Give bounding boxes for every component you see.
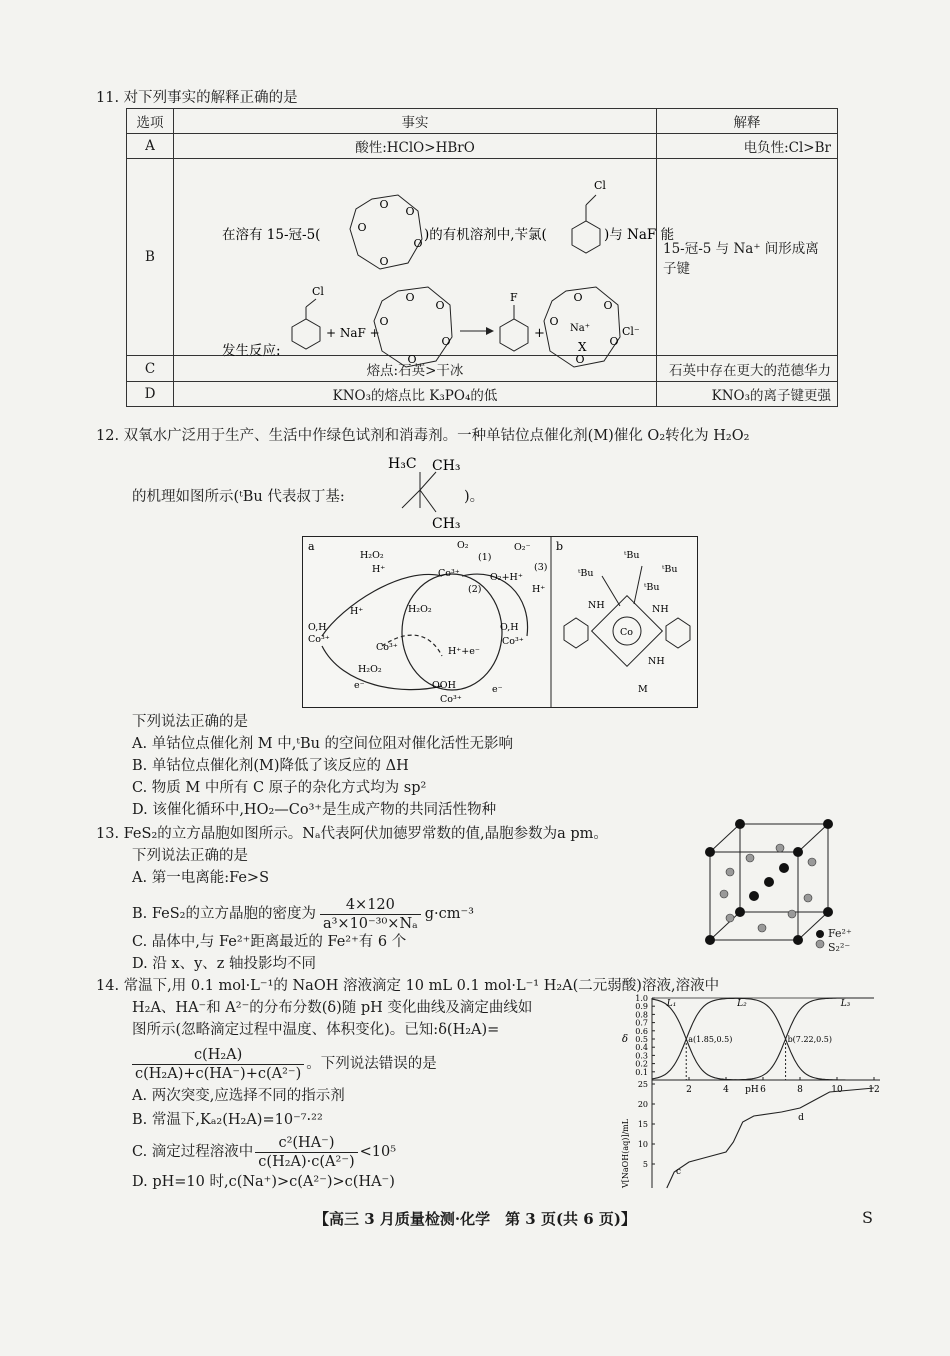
corner-mark: S bbox=[862, 1208, 873, 1227]
header-fact: 事实 bbox=[174, 109, 657, 134]
row-b-fact-text4: 发生反应: bbox=[222, 343, 281, 359]
q12-mechanism-figure bbox=[302, 536, 698, 708]
row-c-explanation: 石英中存在更大的范德华力 bbox=[657, 356, 838, 382]
svg-text:ᵗBu: ᵗBu bbox=[662, 564, 678, 575]
svg-text:(2): (2) bbox=[468, 584, 482, 595]
q14-option-d: D. pH=10 时,c(Na⁺)>c(A²⁻)>c(HA⁻) bbox=[132, 1174, 395, 1190]
q13-stem: 13. FeS₂的立方晶胞如图所示。Nₐ代表阿伏加德罗常数的值,晶胞参数为a pm。 bbox=[96, 826, 608, 842]
row-b-option: B bbox=[127, 159, 174, 356]
svg-text:O: O bbox=[379, 198, 389, 211]
titration-curve bbox=[667, 1088, 874, 1188]
series-label-L1: L₁ bbox=[666, 999, 677, 1010]
svg-text:H⁺: H⁺ bbox=[350, 606, 364, 617]
titration-point-d: d bbox=[798, 1113, 804, 1123]
q14-definition: $\frac{\text{c(H₂A)}}{\text{c(H₂A)+c(HA⁻)+c(A²⁻)}}$ 。下列说法错误的是 bbox=[132, 1042, 437, 1086]
x-tick-label: 12 bbox=[868, 1085, 880, 1095]
legend-s2: S₂²⁻ bbox=[828, 941, 851, 954]
svg-text:ᵗBu: ᵗBu bbox=[578, 568, 594, 579]
row-d-fact: KNO₃的熔点比 K₃PO₄的低 bbox=[174, 382, 657, 407]
svg-text:Cl: Cl bbox=[594, 179, 606, 192]
x-axis-label: pH bbox=[745, 1085, 759, 1095]
x-tick-label: 4 bbox=[723, 1085, 729, 1095]
row-b-fact-text3: )与 NaF 能 bbox=[604, 227, 675, 243]
svg-text:Co³⁺: Co³⁺ bbox=[308, 634, 330, 645]
row-c-fact: 熔点:石英>干冰 bbox=[174, 356, 657, 382]
row-d-option: D bbox=[127, 382, 174, 407]
q12-option-a: A. 单钴位点催化剂 M 中,ᵗBu 的空间位阻对催化活性无影响 bbox=[132, 736, 514, 752]
svg-text:NH: NH bbox=[588, 600, 605, 611]
q12-stem: 12. 双氧水广泛用于生产、生活中作绿色试剂和消毒剂。一种单钴位点催化剂(M)催化 O₂转化为 H₂O₂ bbox=[96, 428, 750, 444]
y-axis-label-bottom: V[NaOH(aq)]/mL bbox=[621, 1118, 630, 1188]
benzyl-chloride-structure bbox=[572, 195, 600, 253]
page-footer: 【高三 3 月质量检测·化学 第 3 页(共 6 页)】 bbox=[313, 1210, 637, 1228]
svg-text:O,H: O,H bbox=[500, 622, 519, 633]
q11-table bbox=[126, 108, 838, 407]
y-tick-label-top: 0.3 bbox=[635, 1051, 648, 1061]
y-tick-label-bottom: 20 bbox=[637, 1100, 648, 1109]
distribution-curve-L₃ bbox=[652, 998, 874, 1080]
y-tick-label-top: 0.7 bbox=[635, 1018, 648, 1028]
svg-text:O: O bbox=[357, 221, 367, 234]
x-tick-label: 8 bbox=[797, 1085, 803, 1095]
svg-text:O: O bbox=[405, 291, 415, 304]
svg-text:H⁺: H⁺ bbox=[372, 564, 386, 575]
svg-text:O,H: O,H bbox=[308, 622, 327, 633]
reactant-benzyl-chloride bbox=[292, 299, 320, 349]
q14-chart bbox=[616, 992, 886, 1192]
y-tick-label-top: 0.8 bbox=[635, 1010, 648, 1020]
svg-text:O₂⁻: O₂⁻ bbox=[514, 542, 531, 553]
distribution-curve-L₂ bbox=[652, 998, 874, 1080]
q12-stem2-end: )。 bbox=[464, 489, 485, 505]
y-tick-label-top: 0.9 bbox=[635, 1002, 648, 1012]
y-tick-label-bottom: 10 bbox=[637, 1140, 648, 1149]
q13-option-d: D. 沿 x、y、z 轴投影均不同 bbox=[132, 956, 317, 972]
svg-text:H₂O₂: H₂O₂ bbox=[360, 550, 384, 561]
series-label-L2: L₂ bbox=[737, 999, 747, 1010]
svg-text:O: O bbox=[609, 335, 619, 348]
svg-text:O: O bbox=[441, 335, 451, 348]
svg-text:Co³⁺: Co³⁺ bbox=[376, 642, 398, 653]
q13-option-c: C. 晶体中,与 Fe²⁺距离最近的 Fe²⁺有 6 个 bbox=[132, 934, 407, 950]
svg-text:e⁻: e⁻ bbox=[354, 680, 365, 691]
svg-text:M: M bbox=[638, 684, 648, 695]
q12-ask: 下列说法正确的是 bbox=[132, 714, 248, 730]
q12-option-c: C. 物质 M 中所有 C 原子的杂化方式均为 sp² bbox=[132, 780, 427, 796]
svg-text:H₂O₂: H₂O₂ bbox=[408, 604, 432, 615]
legend-fe: Fe²⁺ bbox=[828, 927, 852, 940]
svg-text:Co³⁺: Co³⁺ bbox=[502, 636, 524, 647]
y-axis-label-top: δ bbox=[622, 1034, 629, 1045]
y-tick-label-top: 0.4 bbox=[635, 1043, 648, 1053]
row-b-structures bbox=[174, 159, 675, 366]
svg-text:CH₃: CH₃ bbox=[432, 516, 461, 532]
reaction-plus: + bbox=[534, 326, 545, 341]
cl-ion-label: Cl⁻ bbox=[622, 325, 640, 338]
svg-text:Cl: Cl bbox=[312, 285, 324, 298]
svg-text:O₂: O₂ bbox=[457, 540, 469, 551]
svg-text:F: F bbox=[510, 291, 518, 304]
svg-text:O: O bbox=[405, 205, 415, 218]
svg-text:O: O bbox=[603, 299, 613, 312]
svg-text:O: O bbox=[413, 237, 423, 250]
y-tick-label-top: 0.1 bbox=[635, 1067, 648, 1077]
row-b-fact bbox=[174, 159, 675, 366]
x-tick-label: 10 bbox=[831, 1085, 843, 1095]
svg-text:O: O bbox=[575, 353, 585, 366]
y-tick-label-top: 0.6 bbox=[635, 1026, 648, 1036]
svg-text:NH: NH bbox=[648, 656, 665, 667]
q13-option-a: A. 第一电离能:Fe>S bbox=[132, 870, 270, 886]
svg-text:O: O bbox=[379, 315, 389, 328]
header-option: 选项 bbox=[127, 109, 174, 134]
series-label-L3: L₃ bbox=[840, 999, 851, 1010]
annotation-label: a(1.85,0.5) bbox=[688, 1035, 733, 1044]
svg-text:(1): (1) bbox=[478, 552, 492, 563]
q11-stem: 11. 对下列事实的解释正确的是 bbox=[96, 90, 298, 106]
q14-stem3: 图所示(忽略滴定过程中温度、体积变化)。已知:δ(H₂A)= bbox=[132, 1022, 500, 1038]
row-b-fact-text2: )的有机溶剂中,苄氯( bbox=[424, 227, 547, 243]
svg-text:ᵗBu: ᵗBu bbox=[644, 582, 660, 593]
x-tick-label: 6 bbox=[760, 1085, 766, 1095]
svg-text:Co³⁺: Co³⁺ bbox=[438, 568, 460, 579]
row-c-option: C bbox=[127, 356, 174, 382]
titration-point-c: c bbox=[676, 1167, 682, 1177]
svg-text:OOH: OOH bbox=[432, 680, 456, 691]
annotation-label: b(7.22,0.5) bbox=[787, 1035, 833, 1044]
svg-text:O₂+H⁺: O₂+H⁺ bbox=[490, 572, 523, 583]
q12-option-d: D. 该催化循环中,HO₂—Co³⁺是生成产物的共同活性物种 bbox=[132, 802, 497, 818]
y-tick-label-bottom: 25 bbox=[637, 1080, 648, 1089]
row-b-fact-text1: 在溶有 15-冠-5( bbox=[222, 227, 321, 243]
y-tick-label-bottom: 15 bbox=[637, 1120, 648, 1129]
svg-text:O: O bbox=[407, 353, 417, 366]
na-ion-label: Na⁺ bbox=[570, 323, 590, 334]
q12-option-b: B. 单钴位点催化剂(M)降低了该反应的 ΔH bbox=[132, 758, 409, 774]
svg-text:Co: Co bbox=[620, 627, 633, 638]
svg-text:O: O bbox=[549, 315, 559, 328]
svg-text:Co³⁺: Co³⁺ bbox=[440, 694, 462, 705]
svg-text:H⁺+e⁻: H⁺+e⁻ bbox=[448, 646, 480, 657]
row-a-fact: 酸性:HClO>HBrO bbox=[174, 134, 657, 159]
y-tick-label-top: 0.2 bbox=[635, 1059, 648, 1069]
q12-stem2: 的机理如图所示(ᵗBu 代表叔丁基: bbox=[132, 489, 345, 505]
q14-stem1: 14. 常温下,用 0.1 mol·L⁻¹的 NaOH 溶液滴定 10 mL 0.1 mol·L⁻¹ H₂A(二元弱酸)溶液,溶液中 bbox=[96, 978, 720, 994]
reaction-plus-naf: + NaF + bbox=[326, 326, 380, 340]
y-tick-label-bottom: 5 bbox=[642, 1160, 648, 1169]
svg-text:H⁺: H⁺ bbox=[532, 584, 546, 595]
product-x-label: X bbox=[578, 340, 587, 354]
svg-text:H₂O₂: H₂O₂ bbox=[358, 664, 382, 675]
x-tick-label: 2 bbox=[686, 1085, 692, 1095]
header-explanation: 解释 bbox=[657, 109, 838, 134]
q14-option-c: C. 滴定过程溶液中 $\frac{\text{c²(HA⁻)}}{\text{c(H₂A)·c(A²⁻)}}$ <10⁵ bbox=[132, 1134, 397, 1170]
svg-text:ᵗBu: ᵗBu bbox=[624, 550, 640, 561]
svg-text:e⁻: e⁻ bbox=[492, 684, 503, 695]
svg-text:H₃C: H₃C bbox=[388, 456, 417, 472]
q13-ask: 下列说法正确的是 bbox=[132, 848, 248, 864]
svg-text:O: O bbox=[435, 299, 445, 312]
product-benzyl-fluoride bbox=[500, 305, 528, 351]
row-b-explanation: 15-冠-5 与 Na⁺ 间形成离子键 bbox=[657, 159, 838, 356]
distribution-curve-L₁ bbox=[652, 999, 874, 1080]
row-a-option: A bbox=[127, 134, 174, 159]
svg-text:CH₃: CH₃ bbox=[432, 458, 461, 474]
svg-text:O: O bbox=[379, 255, 389, 268]
q14-option-a: A. 两次突变,应选择不同的指示剂 bbox=[132, 1088, 345, 1104]
row-d-explanation: KNO₃的离子键更强 bbox=[657, 382, 838, 407]
q14-stem2: H₂A、HA⁻和 A²⁻的分布分数(δ)随 pH 变化曲线及滴定曲线如 bbox=[132, 1000, 533, 1016]
svg-text:NH: NH bbox=[652, 604, 669, 615]
q13-option-b: B. FeS₂的立方晶胞的密度为 $\frac{4\times 120}{\text{a³×10⁻³⁰×Nₐ}}$ g·cm⁻³ bbox=[132, 896, 474, 932]
svg-text:(3): (3) bbox=[534, 562, 548, 573]
y-tick-label-top: 1.0 bbox=[635, 994, 648, 1003]
y-tick-label-top: 0.5 bbox=[635, 1035, 648, 1044]
panel-a-label: a bbox=[308, 540, 315, 553]
row-a-explanation: 电负性:Cl>Br bbox=[657, 134, 838, 159]
q14-option-b: B. 常温下,Kₐ₂(H₂A)=10⁻⁷·²² bbox=[132, 1112, 323, 1128]
svg-text:O: O bbox=[573, 291, 583, 304]
panel-b-label: b bbox=[556, 540, 564, 553]
